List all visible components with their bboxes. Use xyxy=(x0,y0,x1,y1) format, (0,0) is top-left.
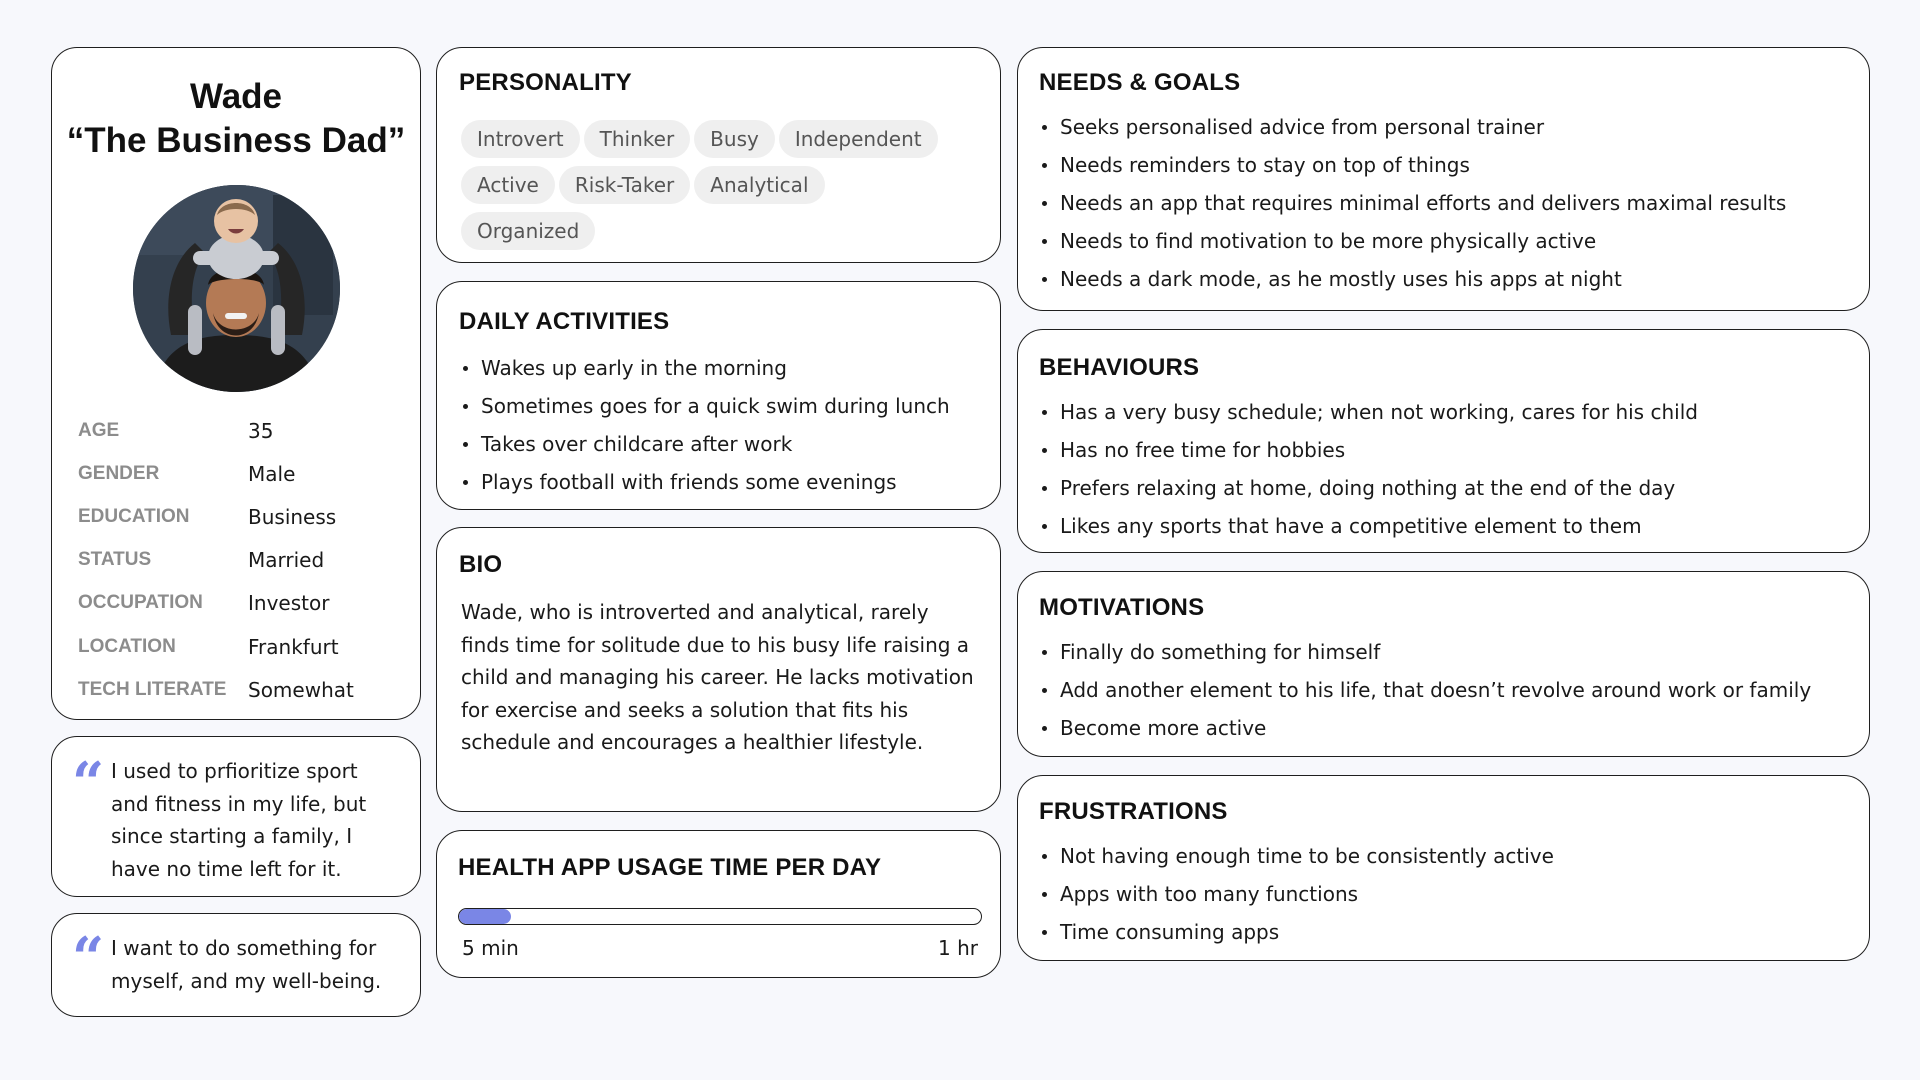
tag: Risk-Taker xyxy=(559,166,690,204)
usage-progress-bar xyxy=(458,908,982,925)
attribute-value: Somewhat xyxy=(248,677,354,702)
list-item: Not having enough time to be consistently active xyxy=(1039,837,1554,875)
list-item: Wakes up early in the morning xyxy=(460,349,950,387)
list-item: Needs reminders to stay on top of things xyxy=(1039,146,1786,184)
usage-card xyxy=(436,830,1001,978)
attribute-row-gender xyxy=(78,452,410,495)
list-item: Seeks personalised advice from personal trainer xyxy=(1039,108,1786,146)
frustrations-list xyxy=(1039,837,1554,951)
attribute-value: Married xyxy=(248,548,325,573)
avatar xyxy=(133,185,340,392)
attribute-value: Male xyxy=(248,461,296,486)
list-item: Become more active xyxy=(1039,709,1811,747)
attribute-row-tech-literate xyxy=(78,668,410,711)
list-item: Time consuming apps xyxy=(1039,913,1554,951)
bio-card xyxy=(436,527,1001,812)
attribute-label: TECH LITERATE xyxy=(78,678,227,700)
list-item: Takes over childcare after work xyxy=(460,425,950,463)
quote-card xyxy=(51,913,421,1017)
tag: Busy xyxy=(694,120,775,158)
personality-card xyxy=(436,47,1001,263)
attribute-label: EDUCATION xyxy=(78,505,190,527)
attribute-row-age xyxy=(78,409,410,452)
usage-progress-fill xyxy=(459,909,511,924)
attribute-row-status xyxy=(78,539,410,582)
list-item: Add another element to his life, that doesn’t revolve around work or family xyxy=(1039,671,1811,709)
list-item: Needs an app that requires minimal efforts and delivers maximal results xyxy=(1039,184,1786,222)
tag: Active xyxy=(461,166,555,204)
activity-list xyxy=(460,349,950,501)
list-item: Apps with too many functions xyxy=(1039,875,1554,913)
daily-activities-card xyxy=(436,281,1001,510)
tag: Analytical xyxy=(694,166,824,204)
section-title: PERSONALITY xyxy=(459,69,632,96)
attribute-label: STATUS xyxy=(78,549,152,571)
quote-icon: “ xyxy=(72,750,105,816)
motivations-list xyxy=(1039,633,1811,747)
attribute-row-education xyxy=(78,495,410,538)
behaviours-card xyxy=(1017,329,1870,553)
section-title: BIO xyxy=(459,551,503,578)
attribute-row-occupation xyxy=(78,582,410,625)
attribute-value: 35 xyxy=(248,418,274,443)
tag: Independent xyxy=(779,120,938,158)
avatar-photo xyxy=(133,185,340,392)
section-title: BEHAVIOURS xyxy=(1039,354,1200,381)
section-title: MOTIVATIONS xyxy=(1039,594,1205,621)
list-item: Prefers relaxing at home, doing nothing at the end of the day xyxy=(1039,469,1698,507)
usage-min-label: 5 min xyxy=(462,936,519,960)
attribute-list xyxy=(78,409,410,711)
list-item: Likes any sports that have a competitive element to them xyxy=(1039,507,1698,545)
attribute-label: GENDER xyxy=(78,462,160,484)
attribute-value: Investor xyxy=(248,591,330,616)
needs-goals-card xyxy=(1017,47,1870,311)
frustrations-card xyxy=(1017,775,1870,961)
attribute-label: LOCATION xyxy=(78,635,176,657)
section-title: FRUSTRATIONS xyxy=(1039,798,1228,825)
usage-max-label: 1 hr xyxy=(938,936,978,960)
personality-tags xyxy=(461,120,980,258)
list-item: Finally do something for himself xyxy=(1039,633,1811,671)
attribute-value: Business xyxy=(248,504,337,529)
bio-text: Wade, who is introverted and analytical, rarely finds time for solitude due to his busy life raising a child and managing his career. He lacks motivation for exercise and seeks a solution that fits his schedule and encourages a healthier lifestyle. xyxy=(461,600,974,754)
list-item: Plays football with friends some evenings xyxy=(460,463,950,501)
section-title: NEEDS & GOALS xyxy=(1039,69,1241,96)
list-item: Has a very busy schedule; when not working, cares for his child xyxy=(1039,393,1698,431)
section-title: HEALTH APP USAGE TIME PER DAY xyxy=(458,854,882,881)
persona-nickname: “The Business Dad” xyxy=(66,121,406,160)
list-item: Sometimes goes for a quick swim during lunch xyxy=(460,387,950,425)
attribute-row-location xyxy=(78,625,410,668)
quote-text: I want to do something for myself, and my well-being. xyxy=(111,936,382,993)
attribute-label: OCCUPATION xyxy=(78,592,203,614)
list-item: Needs a dark mode, as he mostly uses his apps at night xyxy=(1039,260,1786,298)
needs-list xyxy=(1039,108,1786,298)
attribute-label: AGE xyxy=(78,419,120,441)
section-title: DAILY ACTIVITIES xyxy=(459,308,670,335)
persona-name: Wade xyxy=(189,77,283,116)
attribute-value: Frankfurt xyxy=(248,634,339,659)
tag: Introvert xyxy=(461,120,580,158)
motivations-card xyxy=(1017,571,1870,757)
quote-text: I used to prfioritize sport and fitness in my life, but since starting a family, I have no time left for it. xyxy=(111,759,367,881)
profile-card xyxy=(51,47,421,720)
quote-card xyxy=(51,736,421,897)
behaviours-list xyxy=(1039,393,1698,545)
list-item: Needs to find motivation to be more physically active xyxy=(1039,222,1786,260)
quote-icon: “ xyxy=(72,925,105,991)
tag: Organized xyxy=(461,212,595,250)
list-item: Has no free time for hobbies xyxy=(1039,431,1698,469)
tag: Thinker xyxy=(584,120,691,158)
